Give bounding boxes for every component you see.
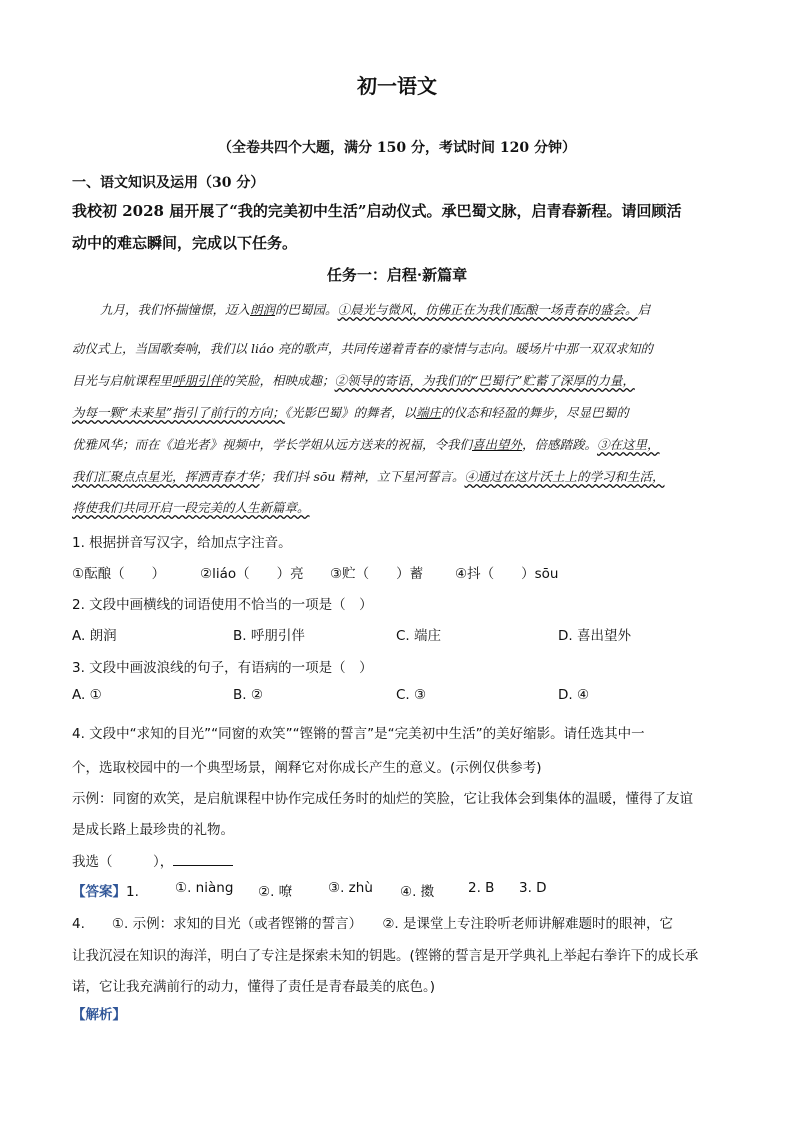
answer-item: 1. [126, 884, 139, 900]
task-heading: 任务一：启程·新篇章 [326, 266, 468, 284]
answer-item: ④. 擞 [400, 884, 435, 900]
q1-item: ③贮（ ）蓄 [330, 566, 424, 582]
text: 目光与启航课程里 [72, 373, 173, 388]
q2-option-c: C. 端庄 [396, 628, 442, 644]
text: 《光影巴蜀》的舞者，以 [284, 405, 417, 420]
wavy-sentence-4: ④通过在这片沃土上的学习和生活， [464, 469, 665, 484]
passage-line [72, 403, 722, 421]
example-line-1: 示例：同窗的欢笑，是启航课程中协作完成任务时的灿烂的笑脸，它让我体会到集体的温暖，懂得了友谊 [72, 791, 693, 807]
q1-item: ①酝酿（ ） [72, 566, 166, 582]
answer-item: ②. 嘹 [258, 884, 293, 900]
wavy-sentence-2-cont: 为每一颗“未来星”指引了前行的方向； [72, 405, 285, 420]
q1-item: ④抖（ ）sōu [455, 566, 559, 582]
q2-option-d: D. 喜出望外 [558, 628, 631, 644]
answer-4-line-3: 诺，它让我充满前行的动力，懂得了责任是青春最美的底色。) [72, 979, 436, 995]
q2-option-b: B. 呼朋引伴 [233, 628, 305, 644]
answer-row [72, 880, 139, 900]
passage-line [72, 435, 722, 453]
answer-item: ③. zhù [328, 880, 373, 896]
passage-line [72, 339, 722, 357]
choose-text: 我选（ ）， [72, 854, 174, 870]
text: ；我们抖 sōu 精神，立下星河誓言。 [259, 469, 465, 484]
q2-option-a: A. 朗润 [72, 628, 117, 644]
wavy-sentence-1: ①晨光与微风，仿佛正在为我们酝酿一场青春的盛会。 [337, 302, 638, 317]
question-1: 1. 根据拼音写汉字，给加点字注音。 [72, 535, 292, 551]
q3-option-b: B. ② [233, 687, 263, 703]
passage-line [72, 467, 722, 485]
text: 动仪式上，当国歌奏响，我们以 liáo 亮的歌声，共同传递着青春的豪情与志向。暖场片中那一双双求知的 [72, 341, 653, 356]
underlined-word: 端庄 [416, 405, 442, 420]
answer-4-line-2: 让我沉浸在知识的海洋，明白了专注是探索未知的钥匙。(铿锵的誓言是开学典礼上举起右拳许下的成长承 [72, 948, 699, 964]
example-line-2: 是成长路上最珍贵的礼物。 [72, 822, 234, 838]
wavy-sentence-2: ②领导的寄语，为我们的“巴蜀行”贮蓄了深厚的力量， [334, 373, 635, 388]
answer-item: 3. D [519, 880, 547, 896]
passage-line [72, 300, 750, 318]
answer-blank [173, 853, 233, 866]
answer-label: 【答案】 [72, 884, 126, 900]
wavy-sentence-4-cont: 将使我们共同开启一段完美的人生新篇章。 [72, 500, 310, 515]
intro-line-1: 我校初 2028 届开展了“我的完美初中生活”启动仪式。承巴蜀文脉，启青春新程。请回顾活 [72, 202, 682, 220]
text: 的笑脸，相映成趣； [222, 373, 335, 388]
wavy-sentence-3-cont: 我们汇聚点点星光，挥洒青春才华 [72, 469, 260, 484]
underlined-word: 朗润 [250, 302, 276, 317]
intro-line-2: 动中的难忘瞬间，完成以下任务。 [72, 234, 298, 252]
passage-line [72, 371, 722, 389]
question-3: 3. 文段中画波浪线的句子，有语病的一项是（ ） [72, 660, 373, 676]
question-4-line-1: 4. 文段中“求知的目光”“同窗的欢笑”“铿锵的誓言”是“完美初中生活”的美好缩影。请任选其中一 [72, 726, 645, 742]
underlined-word: 呼朋引伴 [172, 373, 223, 388]
q3-option-d: D. ④ [558, 687, 590, 703]
underlined-word: 喜出望外 [472, 437, 523, 452]
passage-line [72, 498, 722, 516]
section-heading: 一、语文知识及运用（30 分） [72, 175, 265, 191]
choose-line [72, 850, 233, 870]
page-title: 初一语文 [357, 74, 437, 98]
exam-info: （全卷共四个大题，满分 150 分，考试时间 120 分钟） [218, 140, 576, 156]
text: ，倍感踏踆。 [522, 437, 598, 452]
answer-item: ①. niàng [175, 880, 234, 896]
answer-item: 2. B [468, 880, 495, 896]
text: 启 [637, 302, 651, 317]
q1-item: ②liáo（ ）亮 [200, 566, 304, 582]
question-4-line-2: 个，选取校园中的一个典型场景，阐释它对你成长产生的意义。(示例仅供参考) [72, 760, 542, 776]
text: 九月，我们怀揣憧憬，迈入 [100, 302, 251, 317]
wavy-sentence-3: ③在这里， [597, 437, 660, 452]
text: 的仪态和轻盈的舞步，尽显巴蜀的 [441, 405, 629, 420]
question-2: 2. 文段中画横线的词语使用不恰当的一项是（ ） [72, 597, 373, 613]
q3-option-c: C. ③ [396, 687, 427, 703]
text: 的巴蜀园。 [275, 302, 338, 317]
q3-option-a: A. ① [72, 687, 102, 703]
analysis-label: 【解析】 [72, 1007, 126, 1023]
text: 优雅风华；而在《追光者》视频中，学长学姐从远方送来的祝福，令我们 [72, 437, 473, 452]
answer-4-line-1: 4. ①. 示例：求知的目光（或者铿锵的誓言） ②. 是课堂上专注聆听老师讲解难题时的眼神，它 [72, 916, 673, 932]
